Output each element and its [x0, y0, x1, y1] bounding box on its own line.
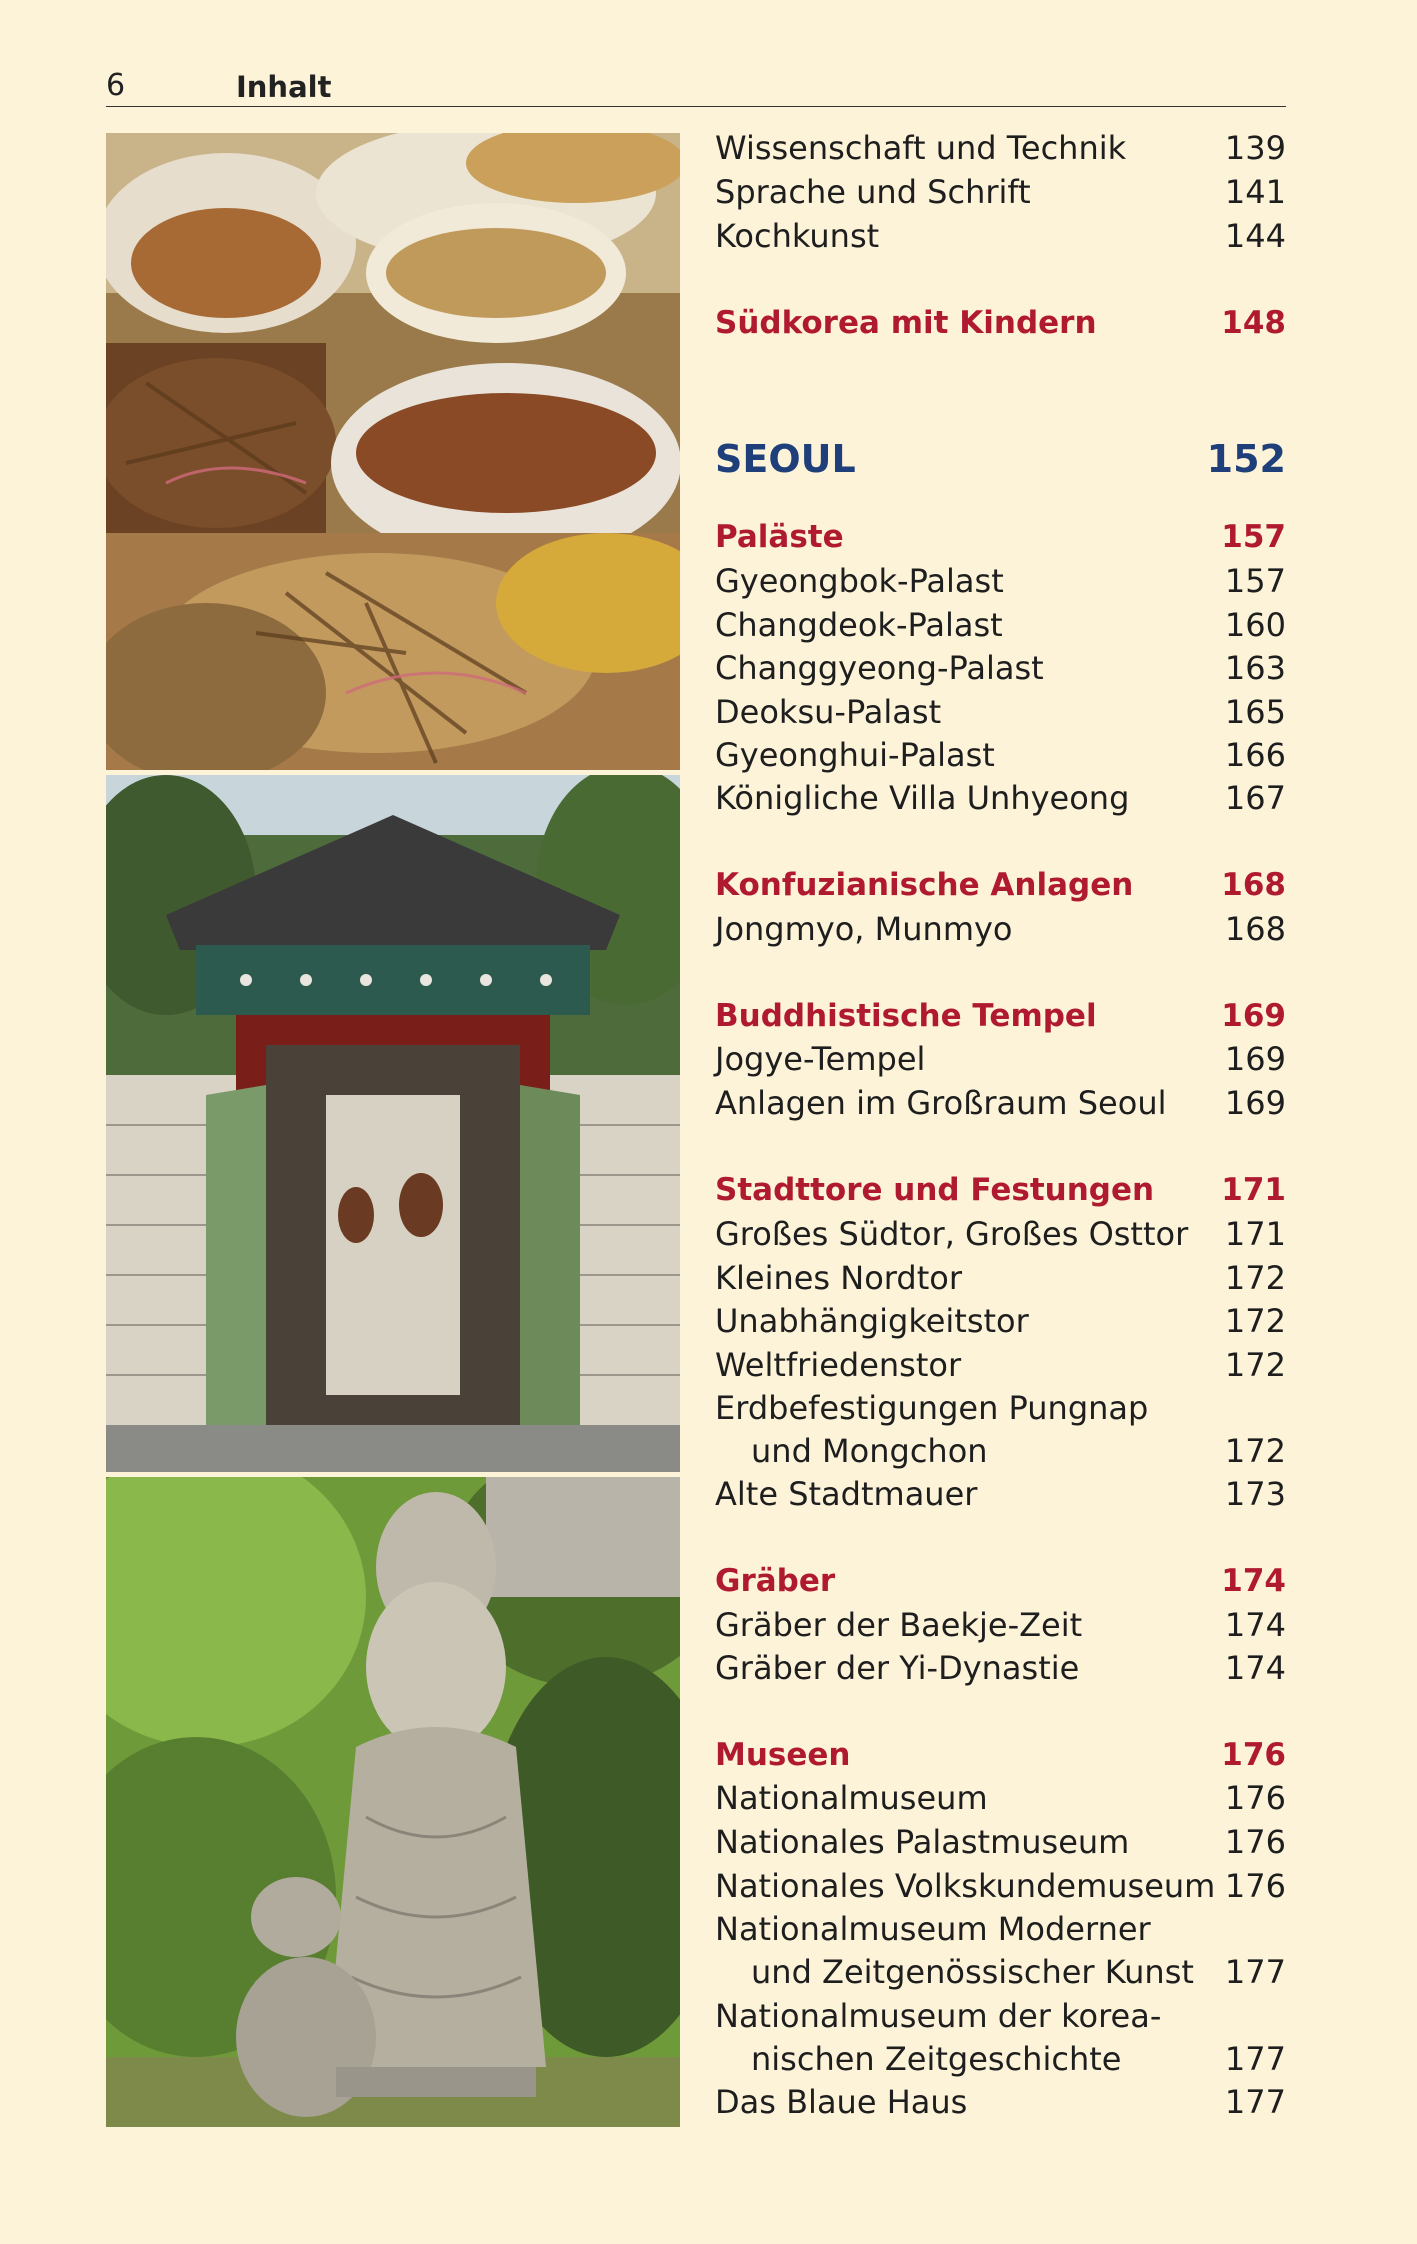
- toc-heading: [715, 515, 1286, 559]
- page-number: 6: [106, 68, 126, 103]
- toc-entry: [715, 1429, 1286, 1473]
- toc-entry: [715, 776, 1286, 820]
- toc-label: Nationales Palastmuseum: [715, 1823, 1130, 1861]
- toc-label: Südkorea mit Kindern: [715, 305, 1097, 341]
- toc-label: Nationalmuseum: [715, 1779, 988, 1817]
- toc-entry: [715, 214, 1286, 258]
- toc-page-number: 176: [1224, 1779, 1286, 1817]
- toc-page-number: 144: [1224, 217, 1286, 255]
- toc-page-number: 177: [1224, 2040, 1286, 2078]
- toc-page-number: 176: [1221, 1737, 1286, 1773]
- toc-page-number: 169: [1224, 1084, 1286, 1122]
- toc-label: Alte Stadtmauer: [715, 1475, 978, 1513]
- toc-label: Königliche Villa Unhyeong: [715, 779, 1130, 817]
- photo-column: [106, 133, 680, 2127]
- toc-entry: [715, 1864, 1286, 1908]
- toc-page-number: 152: [1206, 437, 1286, 481]
- toc-label: Jogye-Tempel: [715, 1040, 926, 1078]
- toc-page-number: 169: [1221, 998, 1286, 1034]
- toc-entry: [715, 170, 1286, 214]
- toc-page-number: 168: [1221, 867, 1286, 903]
- toc-label: Anlagen im Großraum Seoul: [715, 1084, 1167, 1122]
- toc-page-number: 172: [1224, 1259, 1286, 1297]
- toc-entry: [715, 126, 1286, 170]
- toc-label: Sprache und Schrift: [715, 173, 1031, 211]
- toc-entry: [715, 1776, 1286, 1820]
- toc-entry: [715, 646, 1286, 690]
- toc-entry: [715, 1256, 1286, 1300]
- toc-heading: [715, 1168, 1286, 1212]
- toc-label: Erdbefestigungen Pungnap: [715, 1389, 1149, 1427]
- toc-label: Gyeongbok-Palast: [715, 562, 1004, 600]
- toc-label: Gyeonghui-Palast: [715, 736, 995, 774]
- toc-heading: [715, 1559, 1286, 1603]
- toc-entry: [715, 907, 1286, 951]
- toc-label: Changdeok-Palast: [715, 606, 1003, 644]
- toc-entry: [715, 1907, 1286, 1951]
- toc-page-number: 174: [1224, 1606, 1286, 1644]
- toc-page-number: 176: [1224, 1867, 1286, 1905]
- toc-page-number: 173: [1224, 1475, 1286, 1513]
- toc-label: Wissenschaft und Technik: [715, 129, 1127, 167]
- toc-entry: [715, 2037, 1286, 2081]
- toc-page-number: 172: [1224, 1346, 1286, 1384]
- page-header: [106, 66, 1286, 107]
- toc-entry: [715, 1950, 1286, 1994]
- toc-page-number: 169: [1224, 1040, 1286, 1078]
- toc-label: nischen Zeitgeschichte: [751, 2040, 1122, 2078]
- toc-label: Jongmyo, Munmyo: [715, 910, 1013, 948]
- toc-page-number: 176: [1224, 1823, 1286, 1861]
- toc-heading: [715, 1733, 1286, 1777]
- toc-entry: [715, 1603, 1286, 1647]
- toc-page-number: 177: [1224, 2083, 1286, 2121]
- toc-entry: [715, 1994, 1286, 2038]
- toc-label: Konfuzianische Anlagen: [715, 867, 1134, 903]
- toc-entry: [715, 690, 1286, 734]
- toc-page-number: 157: [1224, 562, 1286, 600]
- toc-label: Unabhängigkeitstor: [715, 1302, 1029, 1340]
- toc-label: Paläste: [715, 519, 844, 555]
- photo-herb-market: [106, 133, 680, 770]
- toc-entry: [715, 1386, 1286, 1430]
- toc-page-number: 172: [1224, 1432, 1286, 1470]
- toc-page-number: 171: [1224, 1215, 1286, 1253]
- toc-label: Nationalmuseum der korea-: [715, 1997, 1162, 2035]
- toc-page-number: 165: [1224, 693, 1286, 731]
- toc-label: Deoksu-Palast: [715, 693, 942, 731]
- photo-palace-gate: [106, 775, 680, 1472]
- toc-label: Das Blaue Haus: [715, 2083, 968, 2121]
- toc-label: Buddhistische Tempel: [715, 998, 1097, 1034]
- section-title: Inhalt: [236, 70, 332, 104]
- photo-stone-statue: [106, 1477, 680, 2127]
- toc-entry: [715, 559, 1286, 603]
- toc-entry: [715, 1212, 1286, 1256]
- toc-page-number: 168: [1224, 910, 1286, 948]
- toc-label: SEOUL: [715, 437, 856, 481]
- toc-heading: [715, 863, 1286, 907]
- toc-page-number: 167: [1224, 779, 1286, 817]
- toc-label: Kochkunst: [715, 217, 880, 255]
- toc-entry: [715, 1646, 1286, 1690]
- toc-entry: [715, 1472, 1286, 1516]
- toc-page-number: 148: [1221, 305, 1286, 341]
- toc-page-number: 174: [1221, 1563, 1286, 1599]
- toc-page-number: 163: [1224, 649, 1286, 687]
- toc-heading: [715, 434, 1286, 484]
- toc-page-number: 160: [1224, 606, 1286, 644]
- toc-page-number: 174: [1224, 1649, 1286, 1687]
- toc-label: Museen: [715, 1737, 851, 1773]
- toc-label: Kleines Nordtor: [715, 1259, 962, 1297]
- toc-entry: [715, 1037, 1286, 1081]
- toc-heading: [715, 301, 1286, 345]
- toc-heading: [715, 994, 1286, 1038]
- toc-entry: [715, 1081, 1286, 1125]
- toc-entry: [715, 1820, 1286, 1864]
- toc-label: und Mongchon: [751, 1432, 988, 1470]
- toc-label: Nationalmuseum Moderner: [715, 1910, 1151, 1948]
- toc-entry: [715, 1299, 1286, 1343]
- toc-label: Gräber der Baekje-Zeit: [715, 1606, 1083, 1644]
- toc-page-number: 171: [1221, 1172, 1286, 1208]
- toc-label: Changgyeong-Palast: [715, 649, 1044, 687]
- toc-entry: [715, 1343, 1286, 1387]
- toc-page-number: 139: [1224, 129, 1286, 167]
- toc-page-number: 172: [1224, 1302, 1286, 1340]
- toc-entry: [715, 603, 1286, 647]
- toc-label: Gräber der Yi-Dynastie: [715, 1649, 1080, 1687]
- toc-page-number: 157: [1221, 519, 1286, 555]
- toc-page-number: 141: [1224, 173, 1286, 211]
- toc-page-number: 166: [1224, 736, 1286, 774]
- toc-label: Stadttore und Festungen: [715, 1172, 1155, 1208]
- toc-label: Weltfriedenstor: [715, 1346, 962, 1384]
- toc-page-number: 177: [1224, 1953, 1286, 1991]
- toc-label: und Zeitgenössischer Kunst: [751, 1953, 1194, 1991]
- toc-entry: [715, 733, 1286, 777]
- toc-label: Nationales Volkskundemuseum: [715, 1867, 1216, 1905]
- toc-label: Gräber: [715, 1563, 836, 1599]
- toc-entry: [715, 2080, 1286, 2124]
- toc-label: Großes Südtor, Großes Osttor: [715, 1215, 1189, 1253]
